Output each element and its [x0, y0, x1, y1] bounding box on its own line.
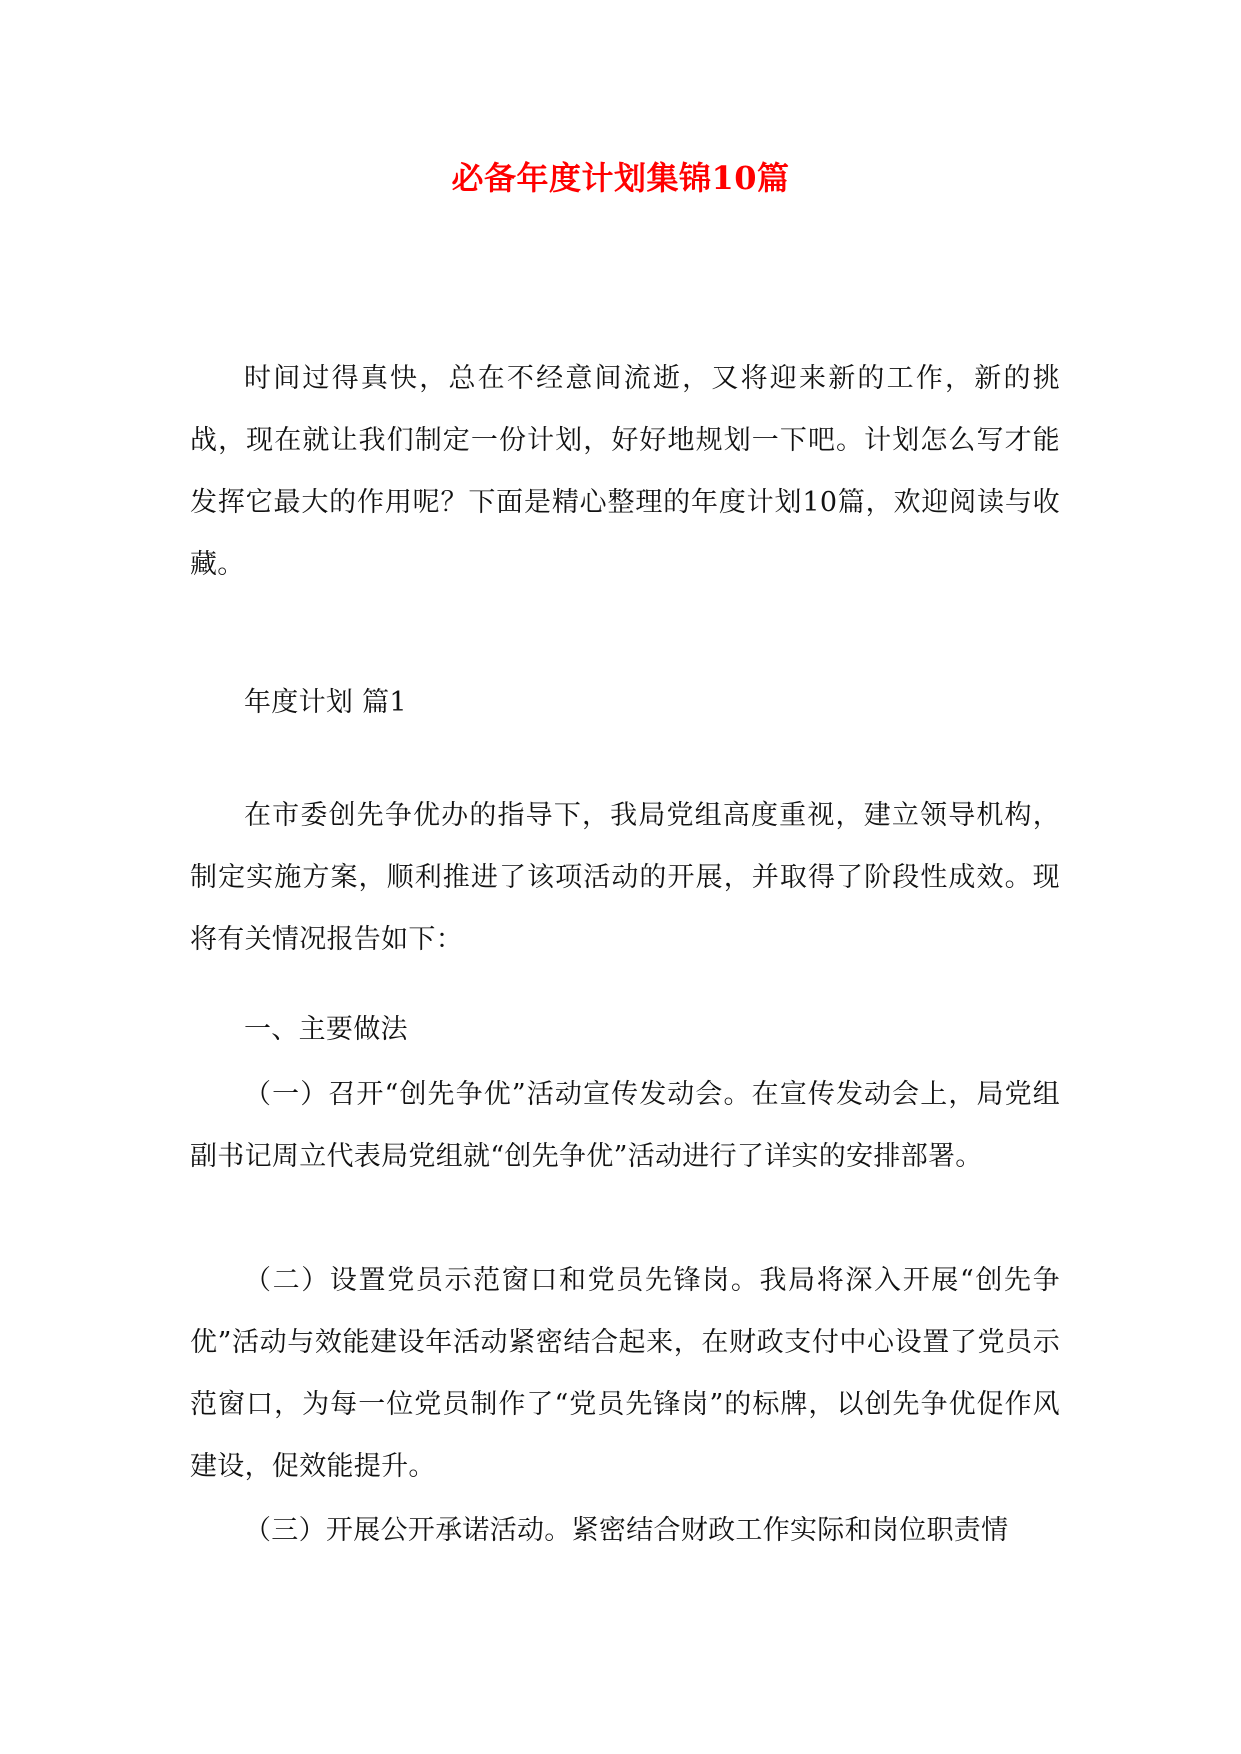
- section-heading: 年度计划 篇1: [244, 687, 407, 718]
- practice-item-3: （三）开展公开承诺活动。紧密结合财政工作实际和岗位职责情: [244, 1515, 1009, 1546]
- practice-item-2: （二）设置党员示范窗口和党员先锋岗。我局将深入开展“创先争优”活动与效能建设年活动紧密结合起来，在财政支付中心设置了党员示范窗口，为每一位党员制作了“党员先锋岗”的标牌，以创先争优促作风建设，促效能提升。: [190, 1265, 1060, 1482]
- practice-item-1: （一）召开“创先争优”活动宣传发动会。在宣传发动会上，局党组副书记周立代表局党组就“创先争优”活动进行了详实的安排部署。: [190, 1079, 1060, 1172]
- document-title: 必备年度计划集锦10篇: [451, 159, 790, 197]
- subheading-main-practices: 一、主要做法: [244, 1014, 408, 1045]
- report-paragraph: 在市委创先争优办的指导下，我局党组高度重视，建立领导机构，制定实施方案，顺利推进了该项活动的开展，并取得了阶段性成效。现将有关情况报告如下：: [190, 800, 1060, 955]
- intro-paragraph: 时间过得真快，总在不经意间流逝，又将迎来新的工作，新的挑战，现在就让我们制定一份计划，好好地规划一下吧。计划怎么写才能发挥它最大的作用呢？下面是精心整理的年度计划10篇，欢迎阅读与收藏。: [190, 363, 1060, 580]
